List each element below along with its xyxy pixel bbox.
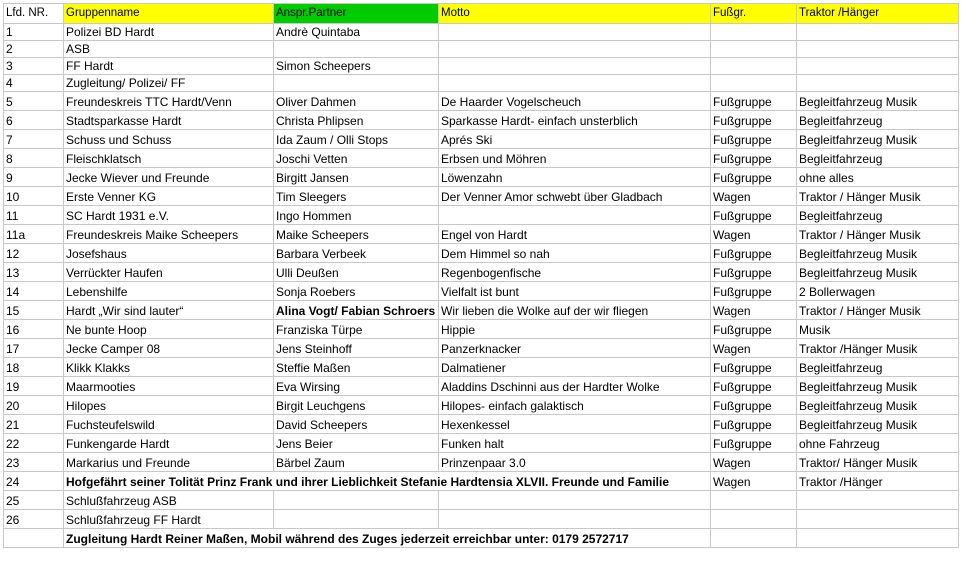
cell-fuss xyxy=(711,75,797,92)
cell-traktor: Traktor / Hänger Musik xyxy=(797,301,959,320)
cell-gruppe: Hardt „Wir sind lauter“ xyxy=(64,301,274,320)
cell-traktor: Musik xyxy=(797,320,959,339)
cell-nr: 22 xyxy=(4,434,64,453)
table-row xyxy=(4,358,959,377)
cell-gruppe: Jecke Camper 08 xyxy=(64,339,274,358)
table-row xyxy=(4,282,959,301)
cell-motto: Löwenzahn xyxy=(439,168,711,187)
cell-fuss xyxy=(711,41,797,58)
cell-traktor: Begleitfahrzeug Musik xyxy=(797,377,959,396)
cell-nr: 8 xyxy=(4,149,64,168)
cell-nr: 9 xyxy=(4,168,64,187)
table-row xyxy=(4,415,959,434)
table-row xyxy=(4,339,959,358)
cell-gruppe: ASB xyxy=(64,41,274,58)
cell-partner: Ingo Hommen xyxy=(274,206,439,225)
cell-traktor: 2 Bollerwagen xyxy=(797,282,959,301)
cell-nr: 6 xyxy=(4,111,64,130)
cell-traktor: Traktor / Hänger Musik xyxy=(797,225,959,244)
cell-traktor: Begleitfahrzeug Musik xyxy=(797,263,959,282)
cell-empty xyxy=(4,529,64,548)
cell-partner: Birgit Leuchgens xyxy=(274,396,439,415)
cell-traktor xyxy=(797,491,959,510)
cell-partner: Steffie Maßen xyxy=(274,358,439,377)
cell-traktor: Begleitfahrzeug xyxy=(797,358,959,377)
cell-traktor: Begleitfahrzeug Musik xyxy=(797,396,959,415)
cell-gruppe: Ne bunte Hoop xyxy=(64,320,274,339)
cell-motto: Sparkasse Hardt- einfach unsterblich xyxy=(439,111,711,130)
cell-motto: Hippie xyxy=(439,320,711,339)
cell-fuss: Fußgruppe xyxy=(711,130,797,149)
cell-partner: Ulli Deußen xyxy=(274,263,439,282)
cell-traktor: Traktor/ Hänger Musik xyxy=(797,453,959,472)
cell-traktor xyxy=(797,41,959,58)
cell-partner: David Scheepers xyxy=(274,415,439,434)
cell-traktor xyxy=(797,24,959,41)
cell-motto: Hexenkessel xyxy=(439,415,711,434)
cell-nr: 20 xyxy=(4,396,64,415)
cell-motto: Hilopes- einfach galaktisch xyxy=(439,396,711,415)
cell-motto xyxy=(439,24,711,41)
cell-gruppe: Schlußfahrzeug FF Hardt xyxy=(64,510,274,529)
cell-nr: 19 xyxy=(4,377,64,396)
cell-motto: Dem Himmel so nah xyxy=(439,244,711,263)
cell-motto: Dalmatiener xyxy=(439,358,711,377)
cell-nr: 21 xyxy=(4,415,64,434)
cell-partner: Jens Steinhoff xyxy=(274,339,439,358)
table-row xyxy=(4,206,959,225)
table-row xyxy=(4,244,959,263)
cell-traktor: Traktor / Hänger Musik xyxy=(797,187,959,206)
cell-traktor: Begleitfahrzeug Musik xyxy=(797,244,959,263)
footer-row xyxy=(4,529,959,548)
cell-nr: 7 xyxy=(4,130,64,149)
cell-traktor: Begleitfahrzeug Musik xyxy=(797,415,959,434)
table-row xyxy=(4,377,959,396)
cell-nr: 16 xyxy=(4,320,64,339)
cell-partner: Joschi Vetten xyxy=(274,149,439,168)
cell-traktor: Begleitfahrzeug xyxy=(797,149,959,168)
cell-gruppe: Erste Venner KG xyxy=(64,187,274,206)
table-row xyxy=(4,320,959,339)
header-gruppe: Gruppenname xyxy=(64,4,274,24)
cell-motto: Wir lieben die Wolke auf der wir fliegen xyxy=(439,301,711,320)
cell-traktor: ohne Fahrzeug xyxy=(797,434,959,453)
table-row xyxy=(4,301,959,320)
cell-gruppe: Freundeskreis Maike Scheepers xyxy=(64,225,274,244)
cell-nr: 24 xyxy=(4,472,64,491)
cell-partner: Simon Scheepers xyxy=(274,58,439,75)
cell-fuss: Fußgruppe xyxy=(711,396,797,415)
cell-traktor: ohne alles xyxy=(797,168,959,187)
cell-nr: 11 xyxy=(4,206,64,225)
table-row-26 xyxy=(4,510,959,529)
cell-fuss: Wagen xyxy=(711,472,797,491)
cell-motto: Funken halt xyxy=(439,434,711,453)
header-traktor: Traktor /Hänger xyxy=(797,4,959,24)
cell-nr: 12 xyxy=(4,244,64,263)
cell-motto: Der Venner Amor schwebt über Gladbach xyxy=(439,187,711,206)
footer-contact: Zugleitung Hardt Reiner Maßen, Mobil während des Zuges jederzeit erreichbar unter: 0179 2572717 xyxy=(64,529,711,548)
cell-partner xyxy=(274,491,439,510)
cell-nr: 10 xyxy=(4,187,64,206)
cell-partner: Tim Sleegers xyxy=(274,187,439,206)
table-row xyxy=(4,396,959,415)
cell-gruppe: SC Hardt 1931 e.V. xyxy=(64,206,274,225)
cell-fuss xyxy=(711,58,797,75)
cell-motto xyxy=(439,491,711,510)
cell-empty xyxy=(797,529,959,548)
cell-gruppe: Schlußfahrzeug ASB xyxy=(64,491,274,510)
table-row xyxy=(4,263,959,282)
cell-gruppe: Lebenshilfe xyxy=(64,282,274,301)
cell-fuss: Wagen xyxy=(711,225,797,244)
cell-nr: 25 xyxy=(4,491,64,510)
table-row xyxy=(4,168,959,187)
cell-fuss: Fußgruppe xyxy=(711,92,797,111)
cell-motto xyxy=(439,41,711,58)
cell-fuss: Fußgruppe xyxy=(711,111,797,130)
cell-nr: 13 xyxy=(4,263,64,282)
cell-nr: 18 xyxy=(4,358,64,377)
table-row xyxy=(4,149,959,168)
cell-motto xyxy=(439,206,711,225)
cell-partner xyxy=(274,41,439,58)
cell-fuss: Fußgruppe xyxy=(711,149,797,168)
cell-fuss: Fußgruppe xyxy=(711,320,797,339)
parade-table xyxy=(3,3,959,548)
cell-motto: Vielfalt ist bunt xyxy=(439,282,711,301)
cell-gruppe: Zugleitung/ Polizei/ FF xyxy=(64,75,274,92)
cell-gruppe: Verrückter Haufen xyxy=(64,263,274,282)
cell-partner: Eva Wirsing xyxy=(274,377,439,396)
cell-nr: 4 xyxy=(4,75,64,92)
cell-motto: Aprés Ski xyxy=(439,130,711,149)
table-row xyxy=(4,58,959,75)
table-row xyxy=(4,75,959,92)
cell-nr: 2 xyxy=(4,41,64,58)
header-partner: Anspr.Partner xyxy=(274,4,439,24)
table-row xyxy=(4,92,959,111)
cell-partner: Birgitt Jansen xyxy=(274,168,439,187)
cell-fuss: Fußgruppe xyxy=(711,244,797,263)
header-motto: Motto xyxy=(439,4,711,24)
cell-nr: 3 xyxy=(4,58,64,75)
cell-fuss: Wagen xyxy=(711,453,797,472)
cell-nr: 1 xyxy=(4,24,64,41)
cell-nr: 15 xyxy=(4,301,64,320)
cell-gruppe: Fuchsteufelswild xyxy=(64,415,274,434)
cell-fuss xyxy=(711,510,797,529)
cell-partner xyxy=(274,510,439,529)
cell-fuss xyxy=(711,491,797,510)
cell-nr: 23 xyxy=(4,453,64,472)
cell-traktor xyxy=(797,510,959,529)
cell-motto: Prinzenpaar 3.0 xyxy=(439,453,711,472)
cell-partner: Sonja Roebers xyxy=(274,282,439,301)
cell-traktor: Begleitfahrzeug xyxy=(797,111,959,130)
table-row xyxy=(4,225,959,244)
cell-gruppe: Funkengarde Hardt xyxy=(64,434,274,453)
cell-nr: 17 xyxy=(4,339,64,358)
cell-motto xyxy=(439,510,711,529)
cell-gruppe: Freundeskreis TTC Hardt/Venn xyxy=(64,92,274,111)
table-row xyxy=(4,453,959,472)
cell-partner: Maike Scheepers xyxy=(274,225,439,244)
cell-fuss: Fußgruppe xyxy=(711,377,797,396)
cell-traktor xyxy=(797,75,959,92)
cell-traktor: Begleitfahrzeug Musik xyxy=(797,130,959,149)
cell-partner: Alina Vogt/ Fabian Schroers xyxy=(274,301,439,320)
cell-nr: 26 xyxy=(4,510,64,529)
cell-partner: Oliver Dahmen xyxy=(274,92,439,111)
cell-motto: Erbsen und Möhren xyxy=(439,149,711,168)
cell-partner: Ida Zaum / Olli Stops xyxy=(274,130,439,149)
header-fuss: Fußgr. xyxy=(711,4,797,24)
cell-gruppe: Jecke Wiever und Freunde xyxy=(64,168,274,187)
cell-fuss: Fußgruppe xyxy=(711,358,797,377)
cell-partner: Bärbel Zaum xyxy=(274,453,439,472)
cell-traktor: Traktor /Hänger Musik xyxy=(797,339,959,358)
table-row-24 xyxy=(4,472,959,491)
cell-fuss: Fußgruppe xyxy=(711,415,797,434)
cell-gruppe: FF Hardt xyxy=(64,58,274,75)
cell-gruppe: Hilopes xyxy=(64,396,274,415)
cell-traktor: Begleitfahrzeug xyxy=(797,206,959,225)
cell-gruppe: Josefshaus xyxy=(64,244,274,263)
cell-motto: Engel von Hardt xyxy=(439,225,711,244)
cell-nr: 11a xyxy=(4,225,64,244)
header-row xyxy=(4,4,959,24)
cell-fuss: Fußgruppe xyxy=(711,282,797,301)
cell-gruppe: Polizei BD Hardt xyxy=(64,24,274,41)
cell-fuss: Fußgruppe xyxy=(711,434,797,453)
header-nr: Lfd. NR. xyxy=(4,4,64,24)
cell-nr: 5 xyxy=(4,92,64,111)
cell-fuss: Wagen xyxy=(711,301,797,320)
cell-fuss: Fußgruppe xyxy=(711,168,797,187)
cell-partner xyxy=(274,75,439,92)
cell-fuss: Fußgruppe xyxy=(711,263,797,282)
cell-gruppe: Fleischklatsch xyxy=(64,149,274,168)
cell-partner: Andrè Quintaba xyxy=(274,24,439,41)
cell-empty xyxy=(711,529,797,548)
cell-gruppe: Schuss und Schuss xyxy=(64,130,274,149)
cell-traktor: Begleitfahrzeug Musik xyxy=(797,92,959,111)
cell-hofgefaehrt: Hofgefährt seiner Tolität Prinz Frank und ihrer Lieblichkeit Stefanie Hardtensia XLVII. Freunde und Familie xyxy=(64,472,711,491)
cell-motto: Aladdins Dschinni aus der Hardter Wolke xyxy=(439,377,711,396)
cell-fuss: Wagen xyxy=(711,339,797,358)
cell-fuss xyxy=(711,24,797,41)
table-row xyxy=(4,24,959,41)
table-row xyxy=(4,434,959,453)
cell-motto xyxy=(439,75,711,92)
cell-gruppe: Klikk Klakks xyxy=(64,358,274,377)
cell-gruppe: Stadtsparkasse Hardt xyxy=(64,111,274,130)
table-row xyxy=(4,111,959,130)
cell-traktor: Traktor /Hänger xyxy=(797,472,959,491)
table-row-25 xyxy=(4,491,959,510)
cell-gruppe: Maarmooties xyxy=(64,377,274,396)
cell-fuss: Fußgruppe xyxy=(711,206,797,225)
cell-traktor xyxy=(797,58,959,75)
cell-partner: Barbara Verbeek xyxy=(274,244,439,263)
table-row xyxy=(4,41,959,58)
table-row xyxy=(4,187,959,206)
cell-partner: Jens Beier xyxy=(274,434,439,453)
cell-motto: De Haarder Vogelscheuch xyxy=(439,92,711,111)
table-row xyxy=(4,130,959,149)
cell-nr: 14 xyxy=(4,282,64,301)
cell-fuss: Wagen xyxy=(711,187,797,206)
cell-partner: Christa Phlipsen xyxy=(274,111,439,130)
cell-motto xyxy=(439,58,711,75)
cell-motto: Panzerknacker xyxy=(439,339,711,358)
cell-partner: Franziska Türpe xyxy=(274,320,439,339)
cell-motto: Regenbogenfische xyxy=(439,263,711,282)
cell-gruppe: Markarius und Freunde xyxy=(64,453,274,472)
